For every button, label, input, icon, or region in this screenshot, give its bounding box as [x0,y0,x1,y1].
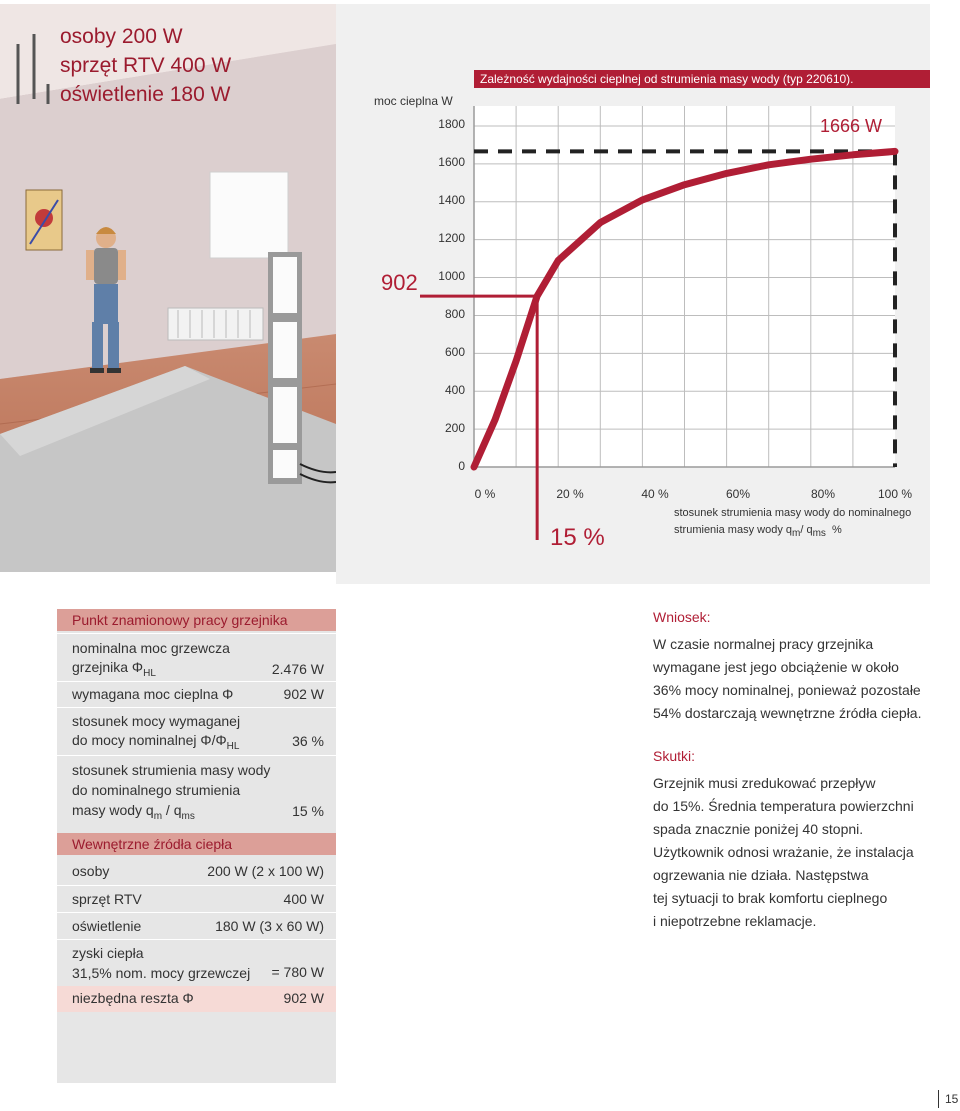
row-label-line: masy wody q [72,802,154,818]
table-row [57,912,336,938]
table-header-internal-sources: Wewnętrzne źródła ciepła [57,833,336,855]
x-tick-label: 40 % [641,487,669,501]
conclusion-paragraph [653,633,953,725]
row-label-sub: HL [226,740,240,752]
x-axis-label [674,505,911,542]
x-tick-label: 80% [810,487,836,501]
table-row [57,939,336,985]
text-line: 36% mocy nominalnej, ponieważ pozostałe [653,682,921,698]
y-tick-label: 1000 [438,269,465,283]
x-tick-label: 0 % [474,487,496,501]
conclusion-heading: Wniosek: [653,609,711,625]
point-x-label: 15 % [550,524,605,551]
row-value: 2.476 W [271,661,324,677]
table-row [57,681,336,707]
row-label-line: zyski ciepła [72,945,144,961]
text-line: i niepotrzebne reklamacje. [653,913,817,929]
page-number: 15 [938,1090,958,1108]
y-tick-label: 1400 [438,193,465,207]
x-axis-label-sub-m: m [792,528,801,540]
y-tick-label: 600 [444,345,465,359]
effects-paragraph [653,772,953,933]
text-line: W czasie normalnej pracy grzejnika [653,636,874,652]
x-axis-label-slash: / q [800,524,813,536]
x-axis-label-sub-ms: ms [812,528,826,540]
text-line: Grzejnik musi zredukować przepływ [653,775,876,791]
row-label-line: stosunek mocy wymaganej [72,713,241,729]
row-value: 180 W (3 x 60 W) [215,918,324,934]
x-axis-label-line2 [674,522,911,542]
row-label: sprzęt RTV [72,891,142,907]
x-axis-label-q: strumienia masy wody q [674,524,792,536]
row-label-sub: m [153,810,163,822]
y-tick-label: 1200 [438,231,465,245]
max-value-label: 1666 W [820,116,883,136]
caption-line-people: osoby 200 W [60,25,183,48]
caption-line-lighting: oświetlenie 180 W [60,83,231,106]
operating-point-table [57,609,336,1083]
row-label-line: do nominalnego strumienia [72,782,241,798]
room-caption [60,22,231,109]
row-label-line: stosunek strumienia masy wody [72,762,271,778]
table-row [57,755,336,831]
row-label: wymagana moc cieplna Φ [72,686,234,702]
text-line: wymagane jest jego obciążenie w około [653,659,899,675]
text-line: 54% dostarczają wewnętrzne źródła ciepła. [653,705,922,721]
table-row-result [57,986,336,1012]
row-label-line: grzejnika Φ [72,659,144,675]
row-label [72,760,270,827]
table-row [57,707,336,753]
row-value: = 780 W [271,964,324,980]
table-header-operating-point: Punkt znamionowy pracy grzejnika [57,609,336,631]
text-line: spada znacznie poniżej 40 stopni. [653,821,864,837]
y-tick-label: 400 [444,383,465,397]
x-axis-label-percent: % [832,524,842,536]
row-label [72,943,250,983]
row-label: niezbędna reszta Φ [72,990,194,1006]
conclusion-text [653,606,953,933]
row-value: 15 % [292,803,324,819]
text-line: do 15%. Średnia temperatura powierzchni [653,798,914,814]
text-line: Użytkownik odnosi wrażanie, że instalacja [653,844,914,860]
x-tick-label: 60% [725,487,751,501]
row-value: 902 W [283,990,324,1006]
row-value: 902 W [283,686,324,702]
row-label: osoby [72,863,110,879]
y-tick-label: 1600 [438,155,465,169]
row-value: 200 W (2 x 100 W) [207,863,324,879]
row-label-line: nominalna moc grzewcza [72,640,230,656]
row-value: 400 W [283,891,324,907]
x-tick-label: 20 % [556,487,584,501]
y-tick-label: 200 [444,421,465,435]
row-label [72,639,230,683]
y-tick-label: 0 [458,459,465,473]
row-label-slash: / q [162,802,182,818]
table-row [57,857,336,883]
row-label-sub: HL [143,667,156,679]
effects-heading: Skutki: [653,748,696,764]
table-row [57,885,336,911]
y-tick-label: 1800 [438,117,465,131]
x-tick-label: 100 % [877,487,913,501]
row-label-sub: ms [181,810,195,822]
row-value: 36 % [292,733,324,749]
row-label-line: 31,5% nom. mocy grzewczej [72,965,251,981]
chart-title: Zależność wydajności cieplnej od strumienia masy wody (typ 220610). [474,70,930,88]
text-line: tej sytuacji to brak komfortu cieplnego [653,890,888,906]
point-y-label: 902 [381,270,418,295]
text-line: ogrzewania nie działa. Następstwa [653,867,869,883]
y-tick-label: 800 [444,307,465,321]
caption-line-rtv: sprzęt RTV 400 W [60,54,232,77]
row-label: oświetlenie [72,918,142,934]
row-label [72,712,240,756]
x-axis-label-line1: stosunek strumienia masy wody do nominalnego [674,507,912,519]
row-label-line: do mocy nominalnej Φ/Φ [72,732,227,748]
table-row [57,633,336,679]
y-axis-label: moc cieplna W [374,94,453,108]
